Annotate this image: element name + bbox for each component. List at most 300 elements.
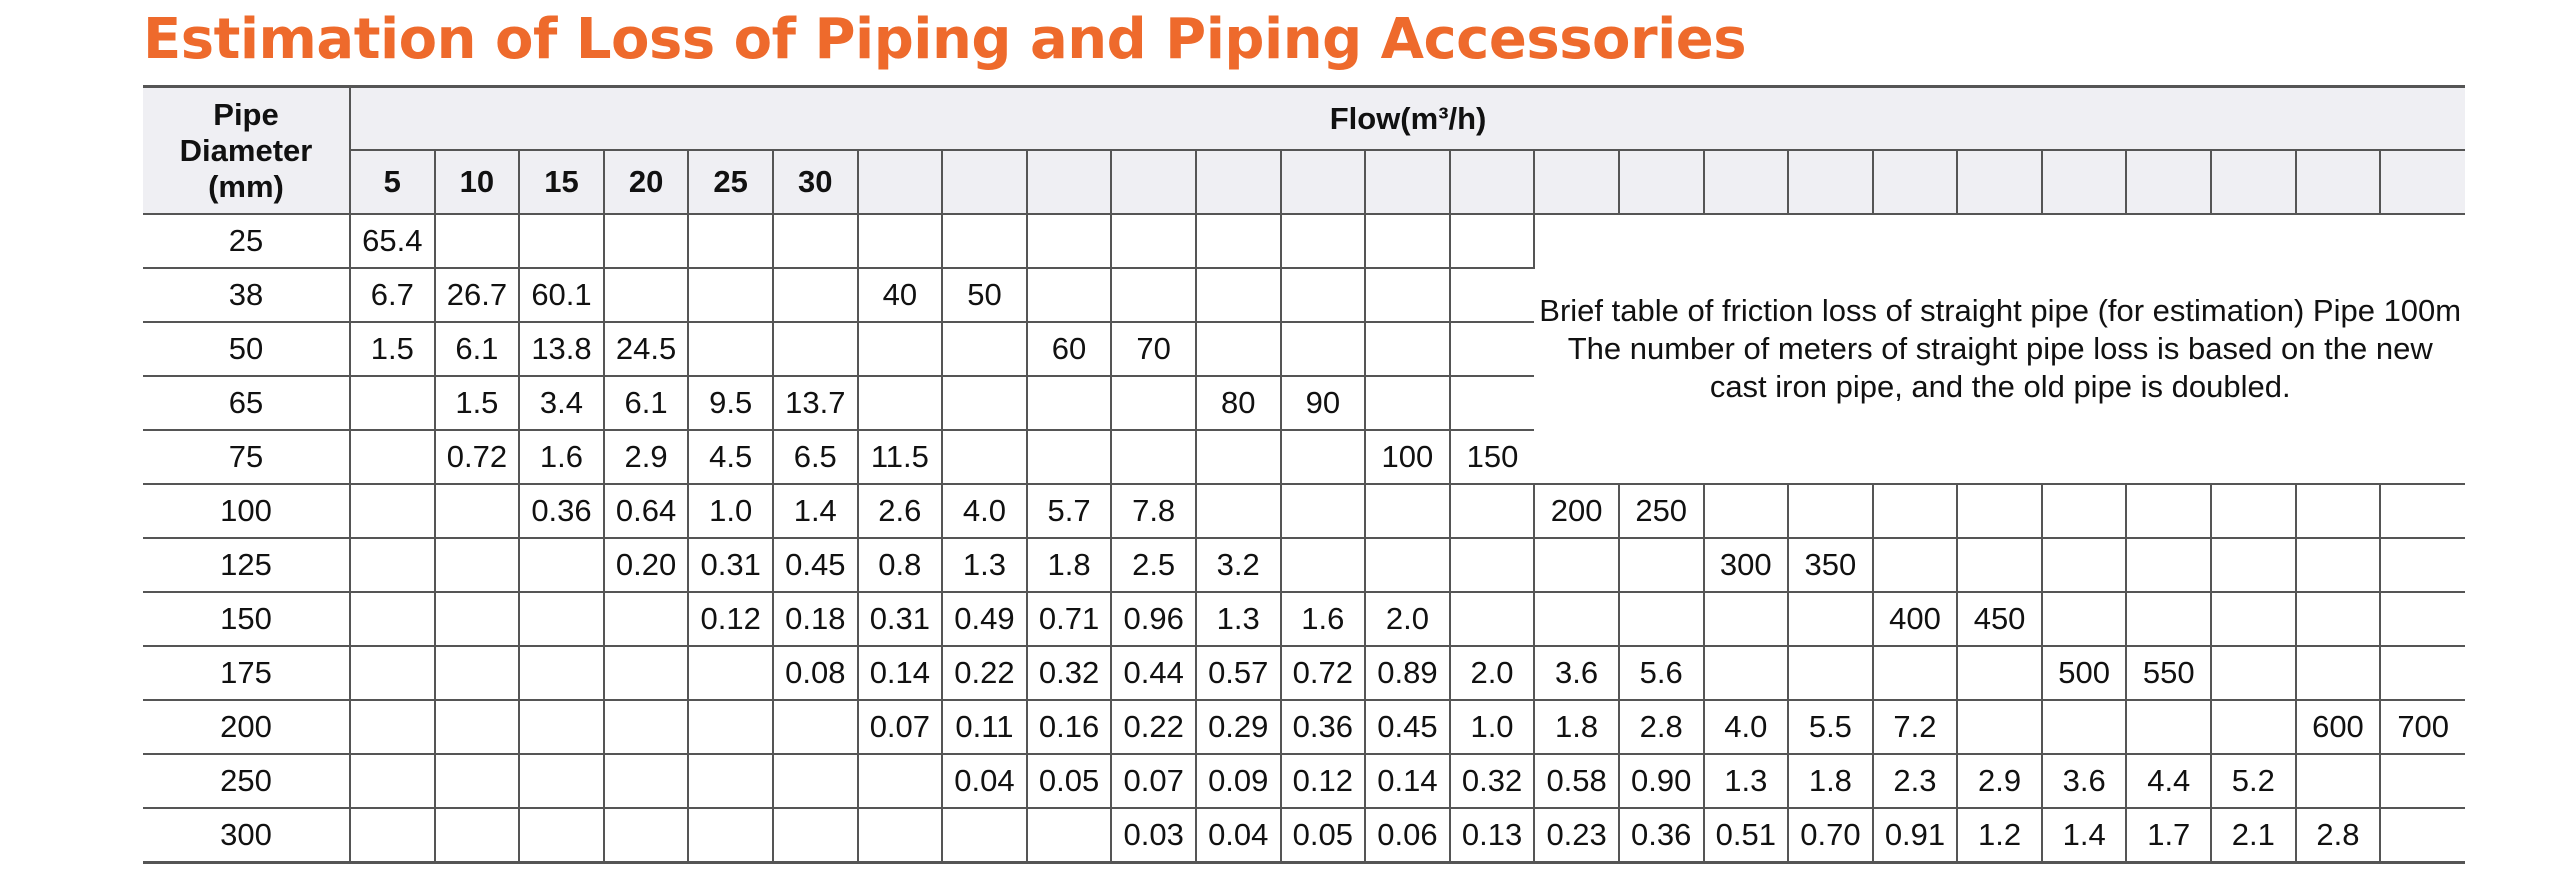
diameter-cell: 25 [143, 214, 350, 268]
empty-cell [604, 214, 689, 268]
loss-value-cell: 0.11 [942, 700, 1027, 754]
empty-cell [435, 808, 520, 863]
empty-cell [350, 538, 435, 592]
empty-cell [1365, 322, 1450, 376]
flow-value-empty [942, 150, 1027, 214]
empty-cell [1873, 484, 1958, 538]
loss-value-cell: 0.32 [1450, 754, 1535, 808]
loss-value-cell: 1.7 [2126, 808, 2211, 863]
loss-value-cell: 1.3 [942, 538, 1027, 592]
empty-cell [519, 592, 604, 646]
loss-value-cell: 0.36 [1619, 808, 1704, 863]
loss-value-cell: 7.2 [1873, 700, 1958, 754]
empty-cell [2042, 538, 2127, 592]
flow-value-empty [1365, 150, 1450, 214]
empty-cell [2126, 484, 2211, 538]
empty-cell [1365, 214, 1450, 268]
loss-value-cell: 2.0 [1365, 592, 1450, 646]
loss-value-cell: 1.4 [773, 484, 858, 538]
flow-value-empty [1873, 150, 1958, 214]
diameter-cell: 65 [143, 376, 350, 430]
loss-value-cell: 250 [1619, 484, 1704, 538]
loss-value-cell: 5.6 [1619, 646, 1704, 700]
loss-value-cell: 0.08 [773, 646, 858, 700]
empty-cell [1281, 214, 1366, 268]
loss-value-cell: 0.49 [942, 592, 1027, 646]
loss-value-cell: 400 [1873, 592, 1958, 646]
empty-cell [519, 646, 604, 700]
diameter-cell: 250 [143, 754, 350, 808]
empty-cell [435, 700, 520, 754]
loss-value-cell: 150 [1450, 430, 1535, 484]
flow-value-empty [1281, 150, 1366, 214]
loss-value-cell: 9.5 [688, 376, 773, 430]
empty-cell [1704, 484, 1789, 538]
loss-value-cell: 0.13 [1450, 808, 1535, 863]
loss-value-cell: 6.1 [604, 376, 689, 430]
diameter-cell: 125 [143, 538, 350, 592]
empty-cell [2042, 484, 2127, 538]
empty-cell [1704, 592, 1789, 646]
loss-value-cell: 65.4 [350, 214, 435, 268]
empty-cell [350, 484, 435, 538]
empty-cell [2380, 808, 2465, 863]
loss-value-cell: 0.05 [1281, 808, 1366, 863]
loss-value-cell: 550 [2126, 646, 2211, 700]
loss-value-cell: 0.12 [688, 592, 773, 646]
empty-cell [773, 754, 858, 808]
loss-value-cell: 0.8 [858, 538, 943, 592]
flow-value: 5 [350, 150, 435, 214]
empty-cell [1281, 322, 1366, 376]
empty-cell [773, 808, 858, 863]
empty-cell [1957, 646, 2042, 700]
loss-value-cell: 2.5 [1111, 538, 1196, 592]
empty-cell [2380, 754, 2465, 808]
loss-value-cell: 0.14 [858, 646, 943, 700]
table-row [143, 538, 2465, 592]
loss-value-cell: 40 [858, 268, 943, 322]
loss-value-cell: 70 [1111, 322, 1196, 376]
empty-cell [604, 268, 689, 322]
loss-value-cell: 2.9 [604, 430, 689, 484]
loss-value-cell: 450 [1957, 592, 2042, 646]
loss-value-cell: 3.2 [1196, 538, 1281, 592]
empty-cell [1196, 484, 1281, 538]
table-row [143, 646, 2465, 700]
loss-value-cell: 0.22 [1111, 700, 1196, 754]
empty-cell [604, 808, 689, 863]
loss-value-cell: 0.96 [1111, 592, 1196, 646]
flow-value-empty [2126, 150, 2211, 214]
loss-value-cell: 1.3 [1196, 592, 1281, 646]
loss-value-cell: 0.20 [604, 538, 689, 592]
note-text: Brief table of friction loss of straight pipe (for estimation) Pipe 100m The number of meters of straight pipe loss is based on the new cast iron pipe, and the old pipe is doubled. [1539, 293, 2462, 404]
loss-value-cell: 60 [1027, 322, 1112, 376]
header-row [143, 87, 2465, 151]
diameter-cell: 300 [143, 808, 350, 863]
loss-value-cell: 1.6 [1281, 592, 1366, 646]
flow-value-empty [1704, 150, 1789, 214]
empty-cell [2380, 592, 2465, 646]
empty-cell [1111, 214, 1196, 268]
empty-cell [688, 754, 773, 808]
empty-cell [1450, 214, 1535, 268]
empty-cell [1450, 268, 1535, 322]
table-row [143, 484, 2465, 538]
empty-cell [1450, 322, 1535, 376]
empty-cell [688, 214, 773, 268]
empty-cell [1957, 484, 2042, 538]
loss-value-cell: 0.31 [858, 592, 943, 646]
empty-cell [435, 538, 520, 592]
loss-value-cell: 2.8 [1619, 700, 1704, 754]
loss-value-cell: 2.0 [1450, 646, 1535, 700]
empty-cell [1365, 376, 1450, 430]
loss-value-cell: 0.07 [1111, 754, 1196, 808]
loss-value-cell: 0.70 [1788, 808, 1873, 863]
flow-header: Flow(m³/h) [350, 87, 2465, 151]
empty-cell [1450, 592, 1535, 646]
empty-cell [350, 808, 435, 863]
loss-value-cell: 0.05 [1027, 754, 1112, 808]
loss-value-cell: 13.8 [519, 322, 604, 376]
loss-value-cell: 0.09 [1196, 754, 1281, 808]
empty-cell [1704, 646, 1789, 700]
empty-cell [942, 214, 1027, 268]
empty-cell [942, 376, 1027, 430]
empty-cell [350, 592, 435, 646]
loss-value-cell: 0.18 [773, 592, 858, 646]
loss-value-cell: 6.7 [350, 268, 435, 322]
empty-cell [1788, 646, 1873, 700]
empty-cell [1365, 538, 1450, 592]
loss-value-cell: 1.2 [1957, 808, 2042, 863]
empty-cell [688, 646, 773, 700]
empty-cell [942, 430, 1027, 484]
table-row [143, 754, 2465, 808]
loss-value-cell: 6.5 [773, 430, 858, 484]
loss-value-cell: 80 [1196, 376, 1281, 430]
page-title: Estimation of Loss of Piping and Piping Accessories [143, 7, 1747, 72]
loss-value-cell: 0.06 [1365, 808, 1450, 863]
flow-value-empty [1450, 150, 1535, 214]
empty-cell [1027, 268, 1112, 322]
loss-value-cell: 60.1 [519, 268, 604, 322]
empty-cell [773, 214, 858, 268]
empty-cell [1788, 484, 1873, 538]
empty-cell [435, 484, 520, 538]
empty-cell [2211, 646, 2296, 700]
loss-value-cell: 100 [1365, 430, 1450, 484]
empty-cell [1534, 592, 1619, 646]
loss-value-cell: 0.72 [435, 430, 520, 484]
loss-value-cell: 3.6 [1534, 646, 1619, 700]
loss-value-cell: 0.44 [1111, 646, 1196, 700]
loss-value-cell: 0.31 [688, 538, 773, 592]
loss-value-cell: 0.23 [1534, 808, 1619, 863]
loss-value-cell: 0.45 [1365, 700, 1450, 754]
empty-cell [1534, 538, 1619, 592]
empty-cell [1619, 592, 1704, 646]
empty-cell [2380, 538, 2465, 592]
loss-value-cell: 3.6 [2042, 754, 2127, 808]
empty-cell [1873, 538, 1958, 592]
empty-cell [2211, 484, 2296, 538]
flow-values-row [143, 150, 2465, 214]
loss-value-cell: 5.7 [1027, 484, 1112, 538]
diameter-header-line: Diameter [179, 132, 313, 168]
empty-cell [2380, 646, 2465, 700]
empty-cell [350, 430, 435, 484]
loss-value-cell: 6.1 [435, 322, 520, 376]
empty-cell [604, 754, 689, 808]
empty-cell [1450, 376, 1535, 430]
empty-cell [2211, 592, 2296, 646]
loss-value-cell: 500 [2042, 646, 2127, 700]
empty-cell [2380, 484, 2465, 538]
empty-cell [519, 700, 604, 754]
diameter-cell: 175 [143, 646, 350, 700]
empty-cell [519, 754, 604, 808]
empty-cell [1196, 214, 1281, 268]
loss-value-cell: 0.14 [1365, 754, 1450, 808]
table-row [143, 592, 2465, 646]
flow-value-empty [1957, 150, 2042, 214]
loss-value-cell: 2.3 [1873, 754, 1958, 808]
empty-cell [942, 322, 1027, 376]
flow-value-empty [2211, 150, 2296, 214]
loss-value-cell: 300 [1704, 538, 1789, 592]
diameter-cell: 100 [143, 484, 350, 538]
loss-value-cell: 0.89 [1365, 646, 1450, 700]
empty-cell [688, 700, 773, 754]
loss-value-cell: 3.4 [519, 376, 604, 430]
empty-cell [1027, 376, 1112, 430]
loss-value-cell: 0.57 [1196, 646, 1281, 700]
loss-value-cell: 0.29 [1196, 700, 1281, 754]
empty-cell [350, 754, 435, 808]
loss-value-cell: 1.4 [2042, 808, 2127, 863]
empty-cell [858, 376, 943, 430]
empty-cell [1281, 484, 1366, 538]
loss-value-cell: 0.12 [1281, 754, 1366, 808]
loss-value-cell: 2.6 [858, 484, 943, 538]
empty-cell [604, 646, 689, 700]
empty-cell [1111, 430, 1196, 484]
table-row [143, 700, 2465, 754]
empty-cell [773, 268, 858, 322]
empty-cell [858, 214, 943, 268]
loss-value-cell: 0.03 [1111, 808, 1196, 863]
empty-cell [1873, 646, 1958, 700]
loss-value-cell: 1.5 [435, 376, 520, 430]
empty-cell [519, 538, 604, 592]
loss-value-cell: 1.5 [350, 322, 435, 376]
loss-value-cell: 24.5 [604, 322, 689, 376]
table-row [143, 214, 2465, 268]
empty-cell [2296, 538, 2381, 592]
empty-cell [1450, 484, 1535, 538]
table-row [143, 808, 2465, 863]
loss-value-cell: 0.71 [1027, 592, 1112, 646]
empty-cell [2296, 754, 2381, 808]
loss-value-cell: 1.6 [519, 430, 604, 484]
empty-cell [2042, 592, 2127, 646]
friction-loss-table [143, 85, 2465, 864]
loss-value-cell: 1.8 [1027, 538, 1112, 592]
empty-cell [773, 700, 858, 754]
empty-cell [350, 700, 435, 754]
loss-value-cell: 2.8 [2296, 808, 2381, 863]
empty-cell [688, 322, 773, 376]
empty-cell [1957, 538, 2042, 592]
empty-cell [2296, 484, 2381, 538]
loss-value-cell: 1.0 [1450, 700, 1535, 754]
loss-value-cell: 600 [2296, 700, 2381, 754]
flow-value: 20 [604, 150, 689, 214]
empty-cell [1365, 484, 1450, 538]
loss-value-cell: 4.5 [688, 430, 773, 484]
loss-value-cell: 1.8 [1788, 754, 1873, 808]
loss-value-cell: 26.7 [435, 268, 520, 322]
loss-value-cell: 0.16 [1027, 700, 1112, 754]
loss-value-cell: 11.5 [858, 430, 943, 484]
empty-cell [2126, 700, 2211, 754]
flow-value-empty [2380, 150, 2465, 214]
loss-value-cell: 4.4 [2126, 754, 2211, 808]
empty-cell [350, 376, 435, 430]
empty-cell [350, 646, 435, 700]
empty-cell [688, 808, 773, 863]
loss-value-cell: 1.0 [688, 484, 773, 538]
loss-value-cell: 5.2 [2211, 754, 2296, 808]
diameter-header-line: (mm) [208, 168, 284, 204]
flow-value-empty [858, 150, 943, 214]
empty-cell [519, 214, 604, 268]
empty-cell [1365, 268, 1450, 322]
loss-value-cell: 0.51 [1704, 808, 1789, 863]
loss-value-cell: 4.0 [1704, 700, 1789, 754]
flow-value: 25 [688, 150, 773, 214]
loss-value-cell: 700 [2380, 700, 2465, 754]
empty-cell [604, 592, 689, 646]
diameter-cell: 200 [143, 700, 350, 754]
loss-value-cell: 0.64 [604, 484, 689, 538]
empty-cell [2126, 538, 2211, 592]
diameter-cell: 38 [143, 268, 350, 322]
loss-value-cell: 0.45 [773, 538, 858, 592]
flow-value-empty [2042, 150, 2127, 214]
diameter-header [143, 87, 350, 215]
empty-cell [1281, 430, 1366, 484]
empty-cell [1788, 592, 1873, 646]
empty-cell [1196, 268, 1281, 322]
diameter-cell: 75 [143, 430, 350, 484]
loss-value-cell: 0.90 [1619, 754, 1704, 808]
diameter-header-line: Pipe [213, 96, 279, 132]
loss-value-cell: 350 [1788, 538, 1873, 592]
empty-cell [2211, 700, 2296, 754]
empty-cell [1111, 268, 1196, 322]
loss-value-cell: 50 [942, 268, 1027, 322]
loss-value-cell: 0.91 [1873, 808, 1958, 863]
flow-value-empty [1027, 150, 1112, 214]
empty-cell [1281, 268, 1366, 322]
loss-value-cell: 7.8 [1111, 484, 1196, 538]
empty-cell [1196, 322, 1281, 376]
loss-value-cell: 0.72 [1281, 646, 1366, 700]
empty-cell [1111, 376, 1196, 430]
loss-value-cell: 0.32 [1027, 646, 1112, 700]
empty-cell [858, 322, 943, 376]
loss-value-cell: 4.0 [942, 484, 1027, 538]
loss-value-cell: 0.58 [1534, 754, 1619, 808]
empty-cell [1027, 214, 1112, 268]
loss-value-cell: 0.36 [1281, 700, 1366, 754]
loss-value-cell: 5.5 [1788, 700, 1873, 754]
empty-cell [942, 808, 1027, 863]
flow-value: 30 [773, 150, 858, 214]
empty-cell [773, 322, 858, 376]
empty-cell [858, 808, 943, 863]
loss-value-cell: 13.7 [773, 376, 858, 430]
empty-cell [1619, 538, 1704, 592]
flow-value-empty [2296, 150, 2381, 214]
empty-cell [604, 700, 689, 754]
empty-cell [1027, 430, 1112, 484]
flow-value-empty [1788, 150, 1873, 214]
empty-cell [2211, 538, 2296, 592]
loss-value-cell: 0.04 [942, 754, 1027, 808]
loss-value-cell: 90 [1281, 376, 1366, 430]
empty-cell [2296, 592, 2381, 646]
loss-value-cell: 0.22 [942, 646, 1027, 700]
flow-value-empty [1196, 150, 1281, 214]
empty-cell [858, 754, 943, 808]
diameter-cell: 50 [143, 322, 350, 376]
empty-cell [1027, 808, 1112, 863]
empty-cell [1450, 538, 1535, 592]
empty-cell [2296, 646, 2381, 700]
loss-value-cell: 0.04 [1196, 808, 1281, 863]
flow-value-empty [1111, 150, 1196, 214]
loss-value-cell: 1.8 [1534, 700, 1619, 754]
flow-value-empty [1619, 150, 1704, 214]
empty-cell [435, 646, 520, 700]
empty-cell [1281, 538, 1366, 592]
diameter-cell: 150 [143, 592, 350, 646]
loss-value-cell: 1.3 [1704, 754, 1789, 808]
empty-cell [1957, 700, 2042, 754]
empty-cell [1196, 430, 1281, 484]
empty-cell [435, 592, 520, 646]
empty-cell [435, 754, 520, 808]
loss-value-cell: 0.07 [858, 700, 943, 754]
loss-value-cell: 2.9 [1957, 754, 2042, 808]
flow-value: 15 [519, 150, 604, 214]
empty-cell [519, 808, 604, 863]
empty-cell [2126, 592, 2211, 646]
loss-value-cell: 0.36 [519, 484, 604, 538]
flow-value-empty [1534, 150, 1619, 214]
loss-value-cell: 200 [1534, 484, 1619, 538]
empty-cell [688, 268, 773, 322]
empty-cell [435, 214, 520, 268]
flow-value: 10 [435, 150, 520, 214]
empty-cell [2042, 700, 2127, 754]
loss-value-cell: 2.1 [2211, 808, 2296, 863]
